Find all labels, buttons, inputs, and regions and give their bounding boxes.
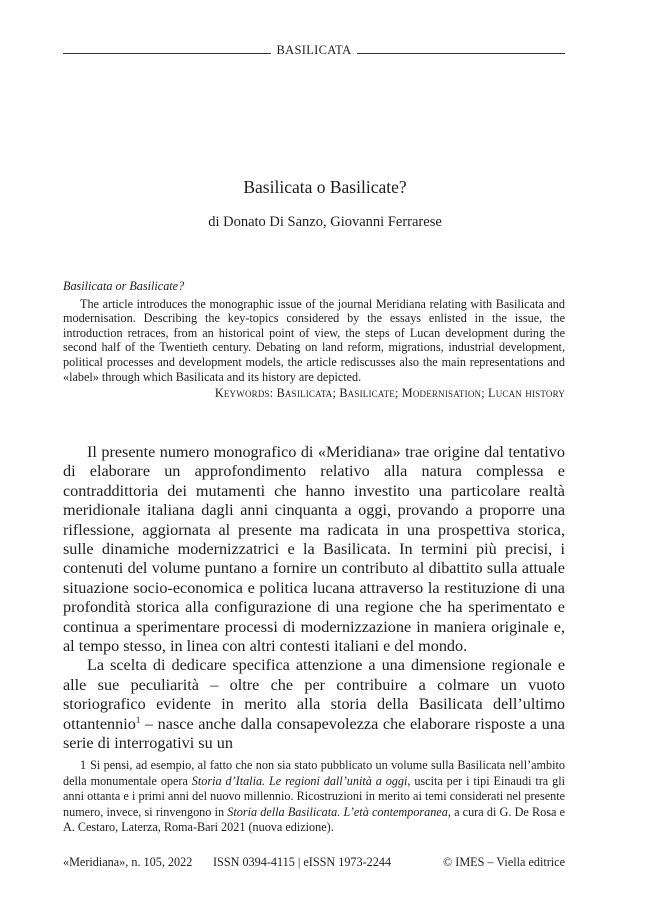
footnote-text-part: Si pensi, ad esempio, al fatto che non sia stato pubblicato un volume sulla Basilicata nell’ambito della monumentale opera	[63, 758, 565, 788]
abstract-title: Basilicata or Basilicate?	[63, 279, 185, 293]
paragraph-text: – nasce anche dalla consapevolezza che elaborare risposte a una serie di interrogativi su un	[63, 714, 565, 753]
footnote-number: 1	[80, 758, 87, 772]
abstract-keywords: Keywords: Basilicata; Basilicate; Modernisation; Lucan history	[214, 386, 565, 401]
footer-issn: ISSN 0394-4115 | eISSN 1973-2244	[213, 855, 392, 869]
footnote-text	[63, 758, 565, 836]
footnote	[63, 758, 565, 836]
footnote-text-part: , a cura di G. De Rosa e A. Cestaro, Laterza, Roma-Bari 2021 (nuova edizione).	[63, 804, 565, 835]
paragraph-text: La scelta di dedicare specifica attenzione a una dimensione regionale e alle sue peculiarità – oltre che per contribuire a colmare un vuoto storiografico evidente in merito alla storia della Basilicata dell’ultimo ottantennio	[63, 656, 565, 733]
abstract	[63, 279, 565, 401]
footnote-text-part: , uscita per i tipi Einaudi tra gli anni ottanta e i primi anni del nuovo millennio. Ricostruzioni in merito ai temi considerati nel presente numero, invece, si rinvengono in	[63, 773, 565, 819]
footnote-cited-title: Storia d’Italia. Le regioni dall’unità a oggi	[191, 773, 408, 788]
running-head-label: BASILICATA	[276, 43, 352, 57]
footnote-cited-title: Storia della Basilicata. L’età contemporanea	[227, 804, 448, 819]
running-head-rule-right	[357, 53, 565, 54]
paragraph: Il presente numero monografico di «Meridiana» trae origine dal tentativo di elaborare un approfondimento relativo alla natura complessa e contraddittoria dei mutamenti che hanno investito una particolare realtà meridionale italiana dagli anni cinquanta a oggi, provando a proporre una riflessione, aggiornata al presente ma radicata in una prospettiva storica, sulle dinamiche modernizzatrici e la Basilicata. In termini più precisi, i contenuti del volume puntano a fornire un contributo al dibattito sulla attuale situazione socio-economica e politica lucana attraverso la restituzione di una profondità storica alla configurazione di una regione che ha sperimentato e continua a sperimentare processi di modernizzazione in maniera originale e, al tempo stesso, in linea con altri contesti italiani e del mondo.	[63, 443, 565, 656]
article-byline: di Donato Di Sanzo, Giovanni Ferrarese	[208, 214, 442, 230]
paragraph	[63, 656, 565, 753]
footer-journal: «Meridiana», n. 105, 2022	[63, 855, 193, 869]
running-head-rule-left	[63, 53, 271, 54]
footer-publisher: © IMES – Viella editrice	[442, 855, 565, 869]
footnote-reference[interactable]: 1	[135, 714, 141, 725]
main-text	[63, 443, 565, 754]
page-footer	[63, 855, 565, 871]
running-head	[63, 43, 565, 59]
article-title: Basilicata o Basilicate?	[243, 177, 407, 197]
abstract-body: The article introduces the monographic issue of the journal Meridiana relating with Basilicata and modernisation. Describing the key-topics considered by the essays enlisted in the issue, the introduction retraces, from an historical point of view, the steps of Lucan development during the second half of the Twentieth century. Debating on land reform, migrations, industrial development, political processes and development models, the article rediscusses also the main representations and «label» through which Basilicata and its history are depicted.	[63, 296, 565, 384]
